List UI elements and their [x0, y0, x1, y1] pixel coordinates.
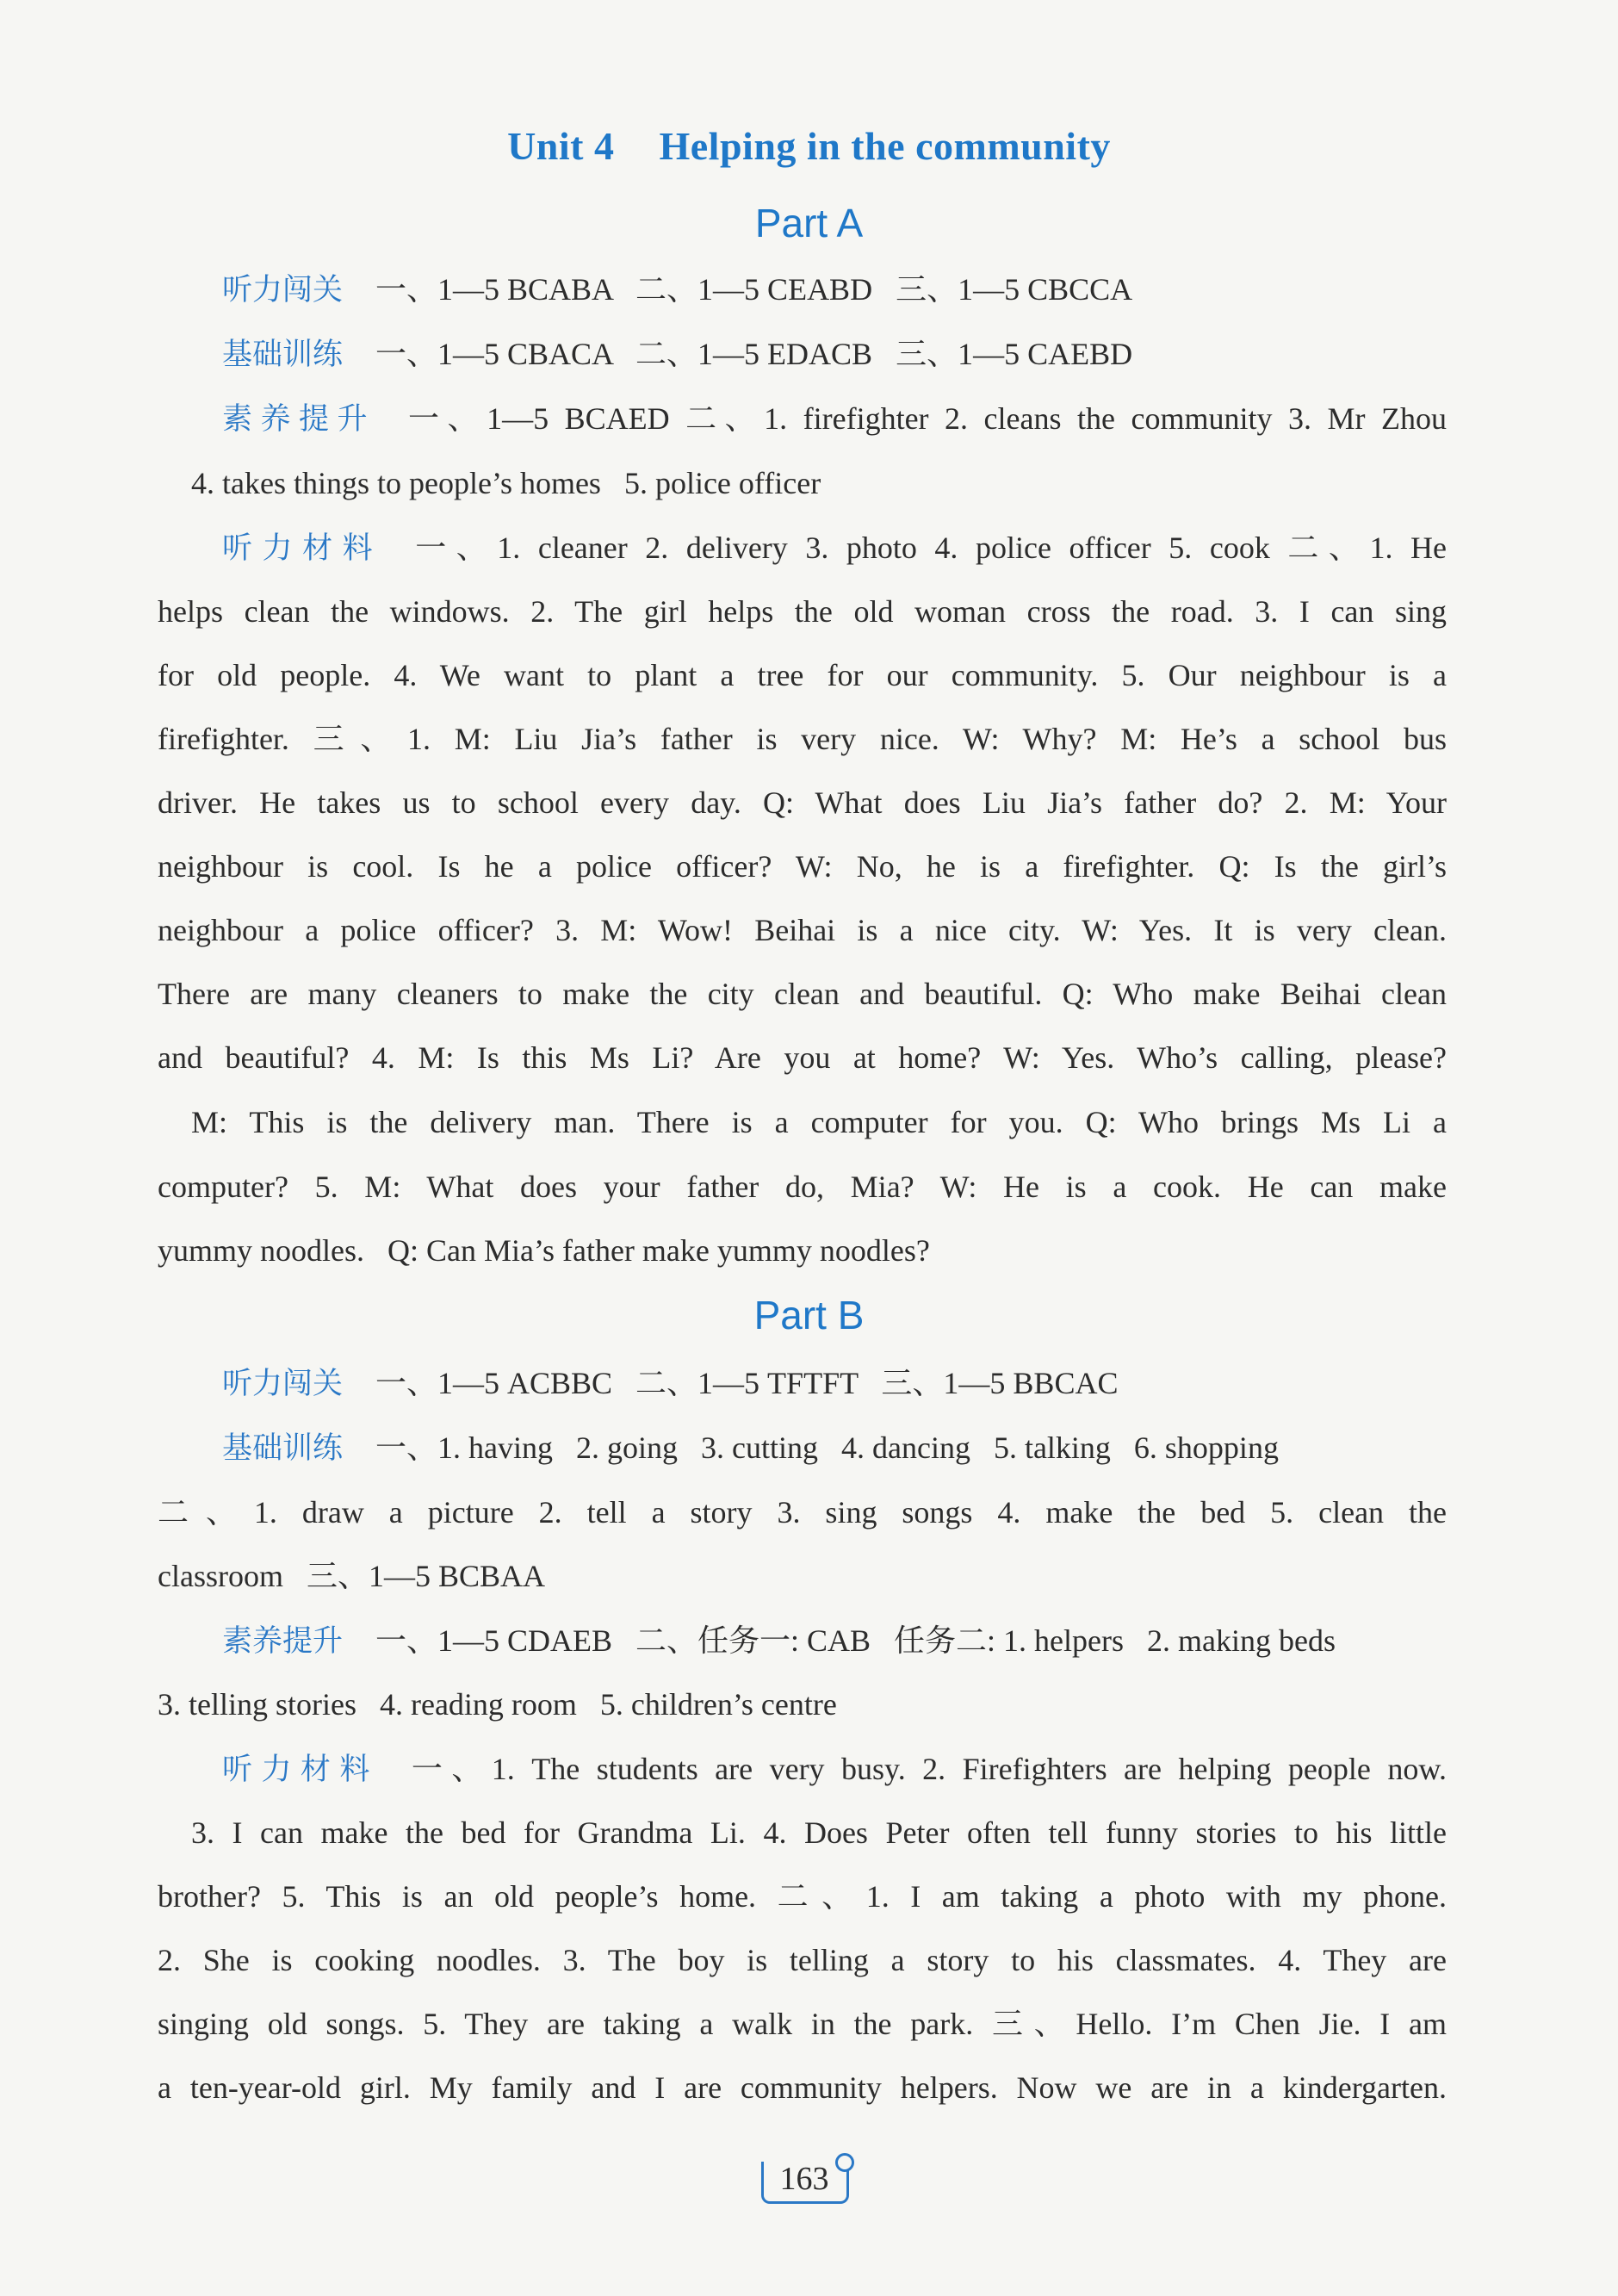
part-a-line: helps clean the windows. 2. The girl helps the old woman cross the road. 3. I can sing	[158, 594, 1447, 629]
part-b-line: 3. telling stories 4. reading room 5. children’s centre	[158, 1687, 837, 1722]
section-tag: 素养提升	[222, 402, 376, 437]
section-tag: 素养提升	[222, 1624, 344, 1659]
page-number: 163	[779, 2161, 829, 2197]
part-b-title: Part B	[753, 1293, 865, 1337]
part-b-line: classroom 三、1—5 BCBAA	[158, 1559, 546, 1593]
part-b-line	[222, 1362, 1447, 1405]
part-a-line: yummy noodles. Q: Can Mia’s father make yummy noodles?	[158, 1233, 930, 1268]
unit-name: Helping in the community	[659, 124, 1111, 168]
section-tag: 听力闯关	[222, 1367, 344, 1401]
part-b-line: brother? 5. This is an old people’s home. 二、1. I am taking a photo with my phone.	[158, 1879, 1447, 1914]
part-a-line: for old people. 4. We want to plant a tree for our community. 5. Our neighbour is a	[158, 658, 1447, 692]
part-a-title: Part A	[754, 201, 864, 245]
part-b-line: singing old songs. 5. They are taking a walk in the park. 三、Hello. I’m Chen Jie. I am	[158, 2007, 1447, 2041]
part-b-line: 2. She is cooking noodles. 3. The boy is telling a story to his classmates. 4. They are	[158, 1943, 1447, 1977]
part-a-line: neighbour a police officer? 3. M: Wow! Beihai is a nice city. W: Yes. It is very clean.	[158, 913, 1447, 947]
section-tag: 基础训练	[222, 1431, 344, 1466]
section-tag: 听力材料	[222, 1753, 379, 1787]
part-a-line: computer? 5. M: What does your father do, Mia? W: He is a cook. He can make	[158, 1170, 1447, 1204]
part-a-line	[222, 527, 1447, 569]
part-a-line: firefighter. 三、1. M: Liu Jia’s father is very nice. W: Why? M: He’s a school bus	[158, 722, 1447, 756]
line-text: 一、1—5 BCABA 二、1—5 CEABD 三、1—5 CBCCA	[375, 272, 1133, 307]
part-a-line: M: This is the delivery man. There is a computer for you. Q: Who brings Ms Li a	[191, 1105, 1447, 1139]
line-text: 一、1—5 CBACA 二、1—5 EDACB 三、1—5 CAEBD	[375, 337, 1133, 371]
part-a-line: There are many cleaners to make the city clean and beautiful. Q: Who make Beihai clean	[158, 977, 1447, 1011]
section-tag: 基础训练	[222, 338, 344, 372]
line-text: 一、1. cleaner 2. delivery 3. photo 4. police officer 5. cook 二、1. He	[415, 531, 1447, 565]
part-a-line	[222, 398, 1447, 440]
part-a-line: neighbour is cool. Is he a police officer? W: No, he is a firefighter. Q: Is the girl’s	[158, 849, 1447, 884]
part-a-line: driver. He takes us to school every day. Q: What does Liu Jia’s father do? 2. M: Your	[158, 785, 1447, 820]
line-text: 一、1. The students are very busy. 2. Firefighters are helping people now.	[411, 1752, 1447, 1786]
part-a-line	[222, 333, 1447, 375]
line-text: 4. takes things to people’s homes 5. police officer	[191, 466, 821, 500]
section-tag: 听力材料	[222, 531, 383, 566]
part-b-line: a ten-year-old girl. My family and I are community helpers. Now we are in a kindergarten.	[158, 2070, 1447, 2105]
part-b-line	[222, 1748, 1447, 1790]
part-a-line	[222, 269, 1447, 311]
part-b-line	[222, 1620, 1447, 1662]
unit-title	[0, 123, 1618, 169]
page-number-badge	[761, 2158, 849, 2205]
part-a-line	[191, 462, 1447, 504]
line-text: 一、1. having 2. going 3. cutting 4. dancing 5. talking 6. shopping	[375, 1430, 1279, 1465]
line-text: 一、1—5 BCAED 二、1. firefighter 2. cleans the community 3. Mr Zhou	[408, 401, 1447, 436]
part-a-line: and beautiful? 4. M: Is this Ms Li? Are you at home? W: Yes. Who’s calling, please?	[158, 1040, 1447, 1075]
section-tag: 听力闯关	[222, 273, 344, 307]
part-b-line	[222, 1427, 1447, 1469]
part-b-line: 二、1. draw a picture 2. tell a story 3. sing songs 4. make the bed 5. clean the	[158, 1495, 1447, 1530]
part-b-line: 3. I can make the bed for Grandma Li. 4. Does Peter often tell funny stories to his little	[191, 1815, 1447, 1850]
line-text: 一、1—5 CDAEB 二、任务一: CAB 任务二: 1. helpers 2. making beds	[375, 1623, 1336, 1658]
line-text: 一、1—5 ACBBC 二、1—5 TFTFT 三、1—5 BBCAC	[375, 1366, 1119, 1400]
unit-number: Unit 4	[507, 124, 615, 168]
